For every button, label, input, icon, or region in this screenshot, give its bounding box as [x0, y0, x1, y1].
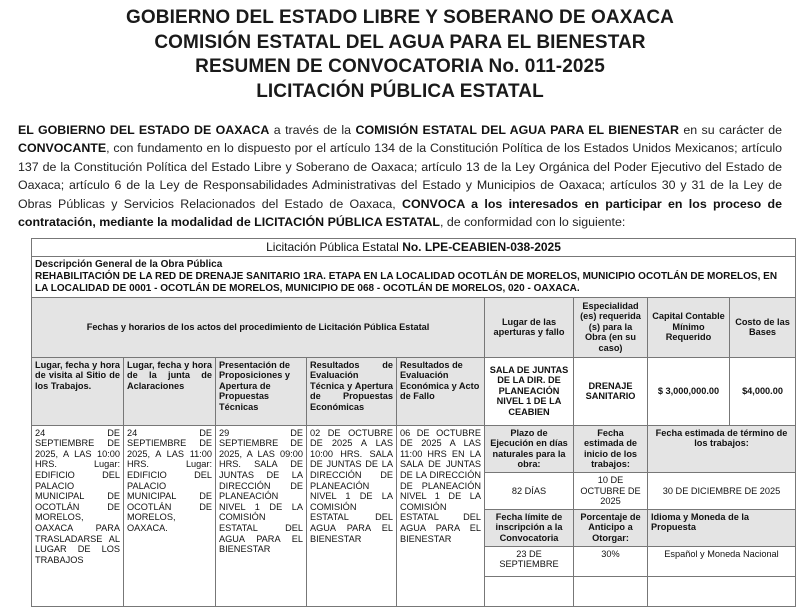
filler-cell-1	[485, 576, 574, 606]
tender-title-prefix: Licitación Pública Estatal	[266, 240, 403, 254]
technical-results-value: 02 DE OCTUBRE DE 2025 A LAS 10:00 HRS. SALA DE JUNTAS DE LA DIRECCIÓN DE PLANEACIÓN NIVEL 1 DE LA COMISIÓN ESTATAL DEL AGUA PARA EL BIENESTAR	[307, 425, 397, 606]
specialty-header: Especialidad (es) requerida (s) para la Obra (en su caso)	[574, 297, 648, 357]
intro-commission: COMISIÓN ESTATAL DEL AGUA PARA EL BIENESTAR	[355, 123, 679, 137]
intro-text-1: a través de la	[269, 123, 356, 137]
term-value: 82 DÍAS	[485, 472, 574, 509]
intro-text-3: , con fundamento en lo dispuesto por el artículo 134 de la Constitución Política de los Estados Unidos Mexicanos; artículo 137 de la Constitución Política del Estado Libre y Soberano de Oaxaca; artículo 13 de la Ley Orgánica del Poder Ejecutivo del Estado de Oaxaca; artículo 6 de la Ley de Responsabilidades Administrativas del Estado y Municipios de Oaxaca; artículos 30 y 31 de la Ley de Obras Públicas y Servicios Relacionados del Estado de Oaxaca,	[18, 141, 782, 211]
intro-convoca: CONVOCA a los interesados en participar en los proceso de contratación, mediante la modalidad de LICITACIÓN PÚBLICA ESTATAL	[18, 196, 783, 230]
tender-title	[32, 239, 796, 257]
advance-value: 30%	[574, 546, 648, 576]
term-header: Plazo de Ejecución en días naturales para la obra:	[485, 425, 574, 472]
cost-header: Costo de las Bases	[730, 297, 796, 357]
clarification-header: Lugar, fecha y hora de la junta de Aclaraciones	[124, 357, 216, 425]
site-visit-header: Lugar, fecha y hora de visita al Sitio de los Trabajos.	[32, 357, 124, 425]
header-line-1: GOBIERNO DEL ESTADO LIBRE Y SOBERANO DE OAXACA	[126, 7, 674, 28]
proposals-value: 29 DE SEPTIEMBRE DE 2025, A LAS 09:00 HRS. SALA DE JUNTAS DE LA DIRECCIÓN DE PLANEACIÓN NIVEL 1 DE LA COMISIÓN ESTATAL DEL AGUA PARA EL BIENESTAR	[216, 425, 307, 606]
proposals-header: Presentación de Proposiciones y Apertura de Propuestas Técnicas	[216, 357, 307, 425]
specialty-value: DRENAJE SANITARIO	[574, 357, 648, 425]
intro-text-2: en su carácter de	[678, 123, 783, 137]
filler-cell-3	[648, 576, 796, 606]
end-date-header: Fecha estimada de término de los trabajos:	[648, 425, 796, 472]
header-line-4: LICITACIÓN PÚBLICA ESTATAL	[256, 80, 544, 102]
language-currency-value: Español y Moneda Nacional	[648, 546, 796, 576]
venue-header: Lugar de las aperturas y fallo	[485, 297, 574, 357]
intro-paragraph	[18, 121, 782, 231]
end-date-value: 30 DE DICIEMBRE DE 2025	[648, 472, 796, 509]
tender-number: No. LPE-CEABIEN-038-2025	[402, 240, 561, 254]
site-visit-value: 24 DE SEPTIEMBRE DE 2025, A LAS 10:00 HRS. Lugar: EDIFICIO DEL PALACIO MUNICIPAL DE OCOTLÁN DE MORELOS, OAXACA PARA TRASLADARSE AL LUGAR DE LOS TRABAJOS	[32, 425, 124, 606]
registration-deadline-header: Fecha límite de inscripción a la Convocatoria	[485, 509, 574, 546]
description-text: REHABILITACIÓN DE LA RED DE DRENAJE SANITARIO 1RA. ETAPA EN LA LOCALIDAD OCOTLÁN DE MORELOS, MUNICIPIO OCOTLÁN DE MORELOS, EN LA LOCALIDAD DE 0001 - OCOTLÁN DE MORELOS, MUNICIPIO DE 068 - OCOTLÁN DE MORELOS, 020 - OAXACA.	[35, 270, 778, 294]
intro-text-4: , de conformidad con lo siguiente:	[440, 215, 626, 230]
header-line-3: RESUMEN DE CONVOCATORIA No. 011-2025	[195, 56, 605, 77]
intro-government: EL GOBIERNO DEL ESTADO DE OAXACA	[18, 123, 270, 137]
start-date-header: Fecha estimada de inicio de los trabajos:	[574, 425, 648, 472]
cost-value: $4,000.00	[730, 357, 796, 425]
document-header	[0, 0, 800, 104]
header-line-2: COMISIÓN ESTATAL DEL AGUA PARA EL BIENESTAR	[154, 31, 646, 53]
capital-value: $ 3,000,000.00	[648, 357, 730, 425]
ruling-header: Resultados de Evaluación Económica y Acto de Fallo	[397, 357, 485, 425]
filler-cell-2	[574, 576, 648, 606]
ruling-value: 06 DE OCTUBRE DE 2025 A LAS 11:00 HRS EN LA SALA DE JUNTAS DE LA DIRECCIÓN DE PLANEACIÓN NIVEL 1 DE LA COMISIÓN ESTATAL DEL AGUA PARA EL BIENESTAR	[397, 425, 485, 606]
schedule-header: Fechas y horarios de los actos del procedimiento de Licitación Pública Estatal	[32, 297, 485, 357]
technical-results-header: Resultados de Evaluación Técnica y Apertura de Propuestas Económicas	[307, 357, 397, 425]
advance-header: Porcentaje de Anticipo a Otorgar:	[574, 509, 648, 546]
work-description	[32, 256, 796, 297]
language-currency-header: Idioma y Moneda de la Propuesta	[648, 509, 796, 546]
intro-convocante: CONVOCANTE	[18, 141, 107, 156]
start-date-value: 10 DE OCTUBRE DE 2025	[574, 472, 648, 509]
venue-value: SALA DE JUNTAS DE LA DIR. DE PLANEACIÓN NIVEL 1 DE LA CEABIEN	[485, 357, 574, 425]
clarification-value: 24 DE SEPTIEMBRE DE 2025, A LAS 11:00 HRS. Lugar: EDIFICIO DEL PALACIO MUNICIPAL DE OCOTLÁN DE MORELOS, OAXACA.	[124, 425, 216, 606]
registration-deadline-value: 23 DE SEPTIEMBRE	[485, 546, 574, 576]
tender-table	[31, 238, 796, 607]
description-label: Descripción General de la Obra Pública	[35, 258, 223, 270]
capital-header: Capital Contable Mínimo Requerido	[648, 297, 730, 357]
